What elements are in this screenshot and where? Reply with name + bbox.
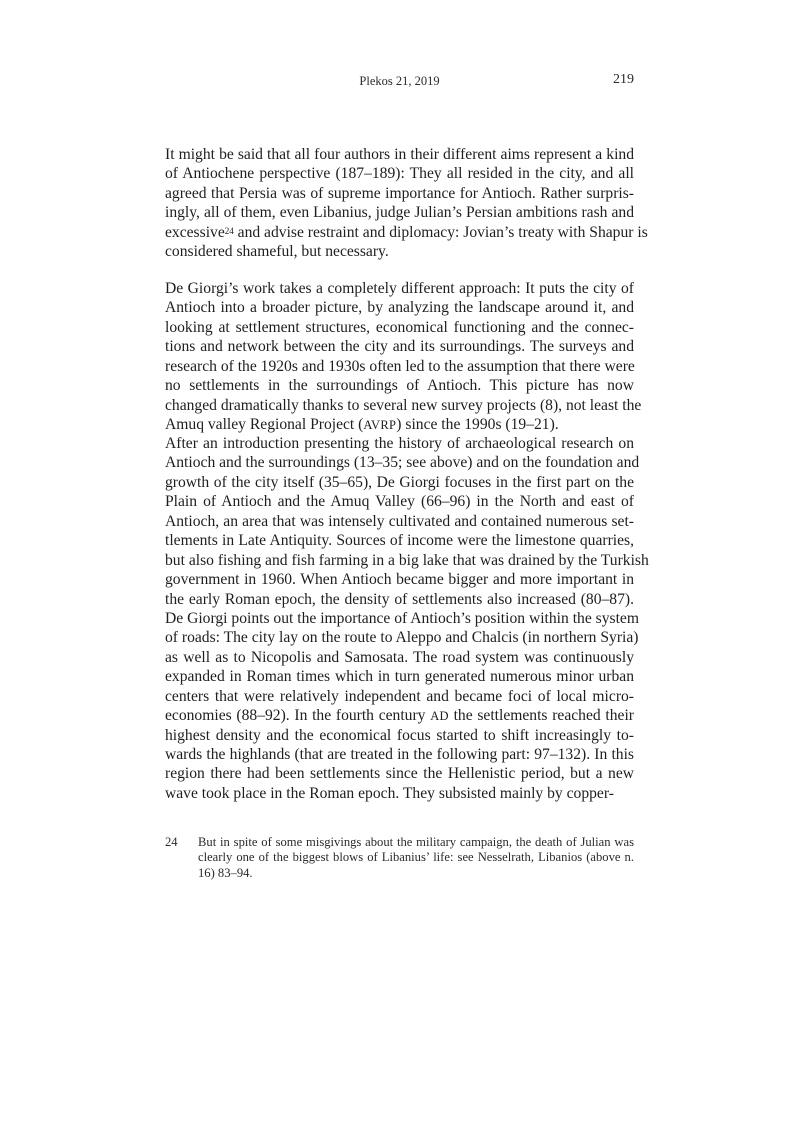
text-line: ingly, all of them, even Libanius, judge Julian’s Persian ambitions rash and <box>165 204 634 222</box>
text-line: excessive$^{24}$ and advise restraint and diplomacy: Jovian’s treaty with Shapur is <box>165 223 648 241</box>
footnote-line: But in spite of some misgivings about the military campaign, the death of Julian was <box>198 835 634 849</box>
text-line: no settlements in the surroundings of Antioch. This picture has now <box>165 377 634 395</box>
text-line: Antioch, an area that was intensely cultivated and contained numerous set- <box>165 512 634 530</box>
footnote-text <box>198 835 634 881</box>
footnote-reference[interactable]: 24 <box>224 225 234 236</box>
small-caps: AVRP <box>363 418 397 433</box>
text-line: De Giorgi points out the importance of Antioch’s position within the system <box>165 609 639 627</box>
text-line: Amuq valley Regional Project (AVRP) since the 1990s (19–21). <box>165 416 559 434</box>
paragraph-1 <box>165 145 648 262</box>
paragraph-2 <box>165 279 642 435</box>
text-line: government in 1960. When Antioch became bigger and more important in <box>165 571 634 589</box>
text-line: De Giorgi’s work takes a completely different approach: It puts the city of <box>165 280 634 297</box>
text-line: wave took place in the Roman epoch. They subsisted mainly by copper- <box>165 784 614 802</box>
text-line: considered shameful, but necessary. <box>165 243 389 261</box>
text-line: looking at settlement structures, economical functioning and the connec- <box>165 318 634 336</box>
text-line: but also fishing and fish farming in a big lake that was drained by the Turkish <box>165 551 649 569</box>
text-line: growth of the city itself (35–65), De Giorgi focuses in the first part on the <box>165 473 634 491</box>
text-line: research of the 1920s and 1930s often led to the assumption that there were <box>165 357 635 375</box>
text-line: highest density and the economical focus started to shift increasingly to- <box>165 726 634 744</box>
text-line: changed dramatically thanks to several new survey projects (8), not least the <box>165 396 642 414</box>
running-head: Plekos 21, 2019 <box>359 74 440 88</box>
text-line: the early Roman epoch, the density of settlements also increased (80–87). <box>165 590 634 608</box>
text-line: agreed that Persia was of supreme importance for Antioch. Rather surpris- <box>165 184 634 202</box>
text-line: Antioch into a broader picture, by analyzing the landscape around it, and <box>165 299 634 317</box>
text-line: economies (88–92). In the fourth century AD the settlements reached their <box>165 707 634 725</box>
text-line: of Antiochene perspective (187–189): They all resided in the city, and all <box>165 165 634 183</box>
text-line: It might be said that all four authors in their different aims represent a kind <box>165 146 634 163</box>
small-caps: AD <box>430 709 449 724</box>
text-line: centers that were relatively independent and became foci of local micro- <box>165 687 634 705</box>
footnote-line: 16) 83–94. <box>198 865 253 880</box>
text-line: region there had been settlements since the Hellenistic period, but a new <box>165 765 634 783</box>
text-line: of roads: The city lay on the route to Aleppo and Chalcis (in northern Syria) <box>165 629 639 647</box>
text-line: Antioch and the surroundings (13–35; see above) and on the foundation and <box>165 454 640 472</box>
footnote-line: clearly one of the biggest blows of Libanius’ life: see Nesselrath, Libanios (above n. <box>198 850 634 865</box>
text-line: Plain of Antioch and the Amuq Valley (66–96) in the North and east of <box>165 493 634 511</box>
page-number: 219 <box>613 72 634 87</box>
text-line: as well as to Nicopolis and Samosata. The road system was continuously <box>165 648 634 666</box>
paragraph-3 <box>165 434 649 803</box>
text-line: After an introduction presenting the history of archaeological research on <box>165 435 634 452</box>
text-line: expanded in Roman times which in turn generated numerous minor urban <box>165 668 634 686</box>
text-line: wards the highlands (that are treated in the following part: 97–132). In this <box>165 746 634 763</box>
text-line: tions and network between the city and its surroundings. The surveys and <box>165 338 634 356</box>
text-line: tlements in Late Antiquity. Sources of income were the limestone quarries, <box>165 532 634 550</box>
footnote-number: 24 <box>165 835 178 849</box>
